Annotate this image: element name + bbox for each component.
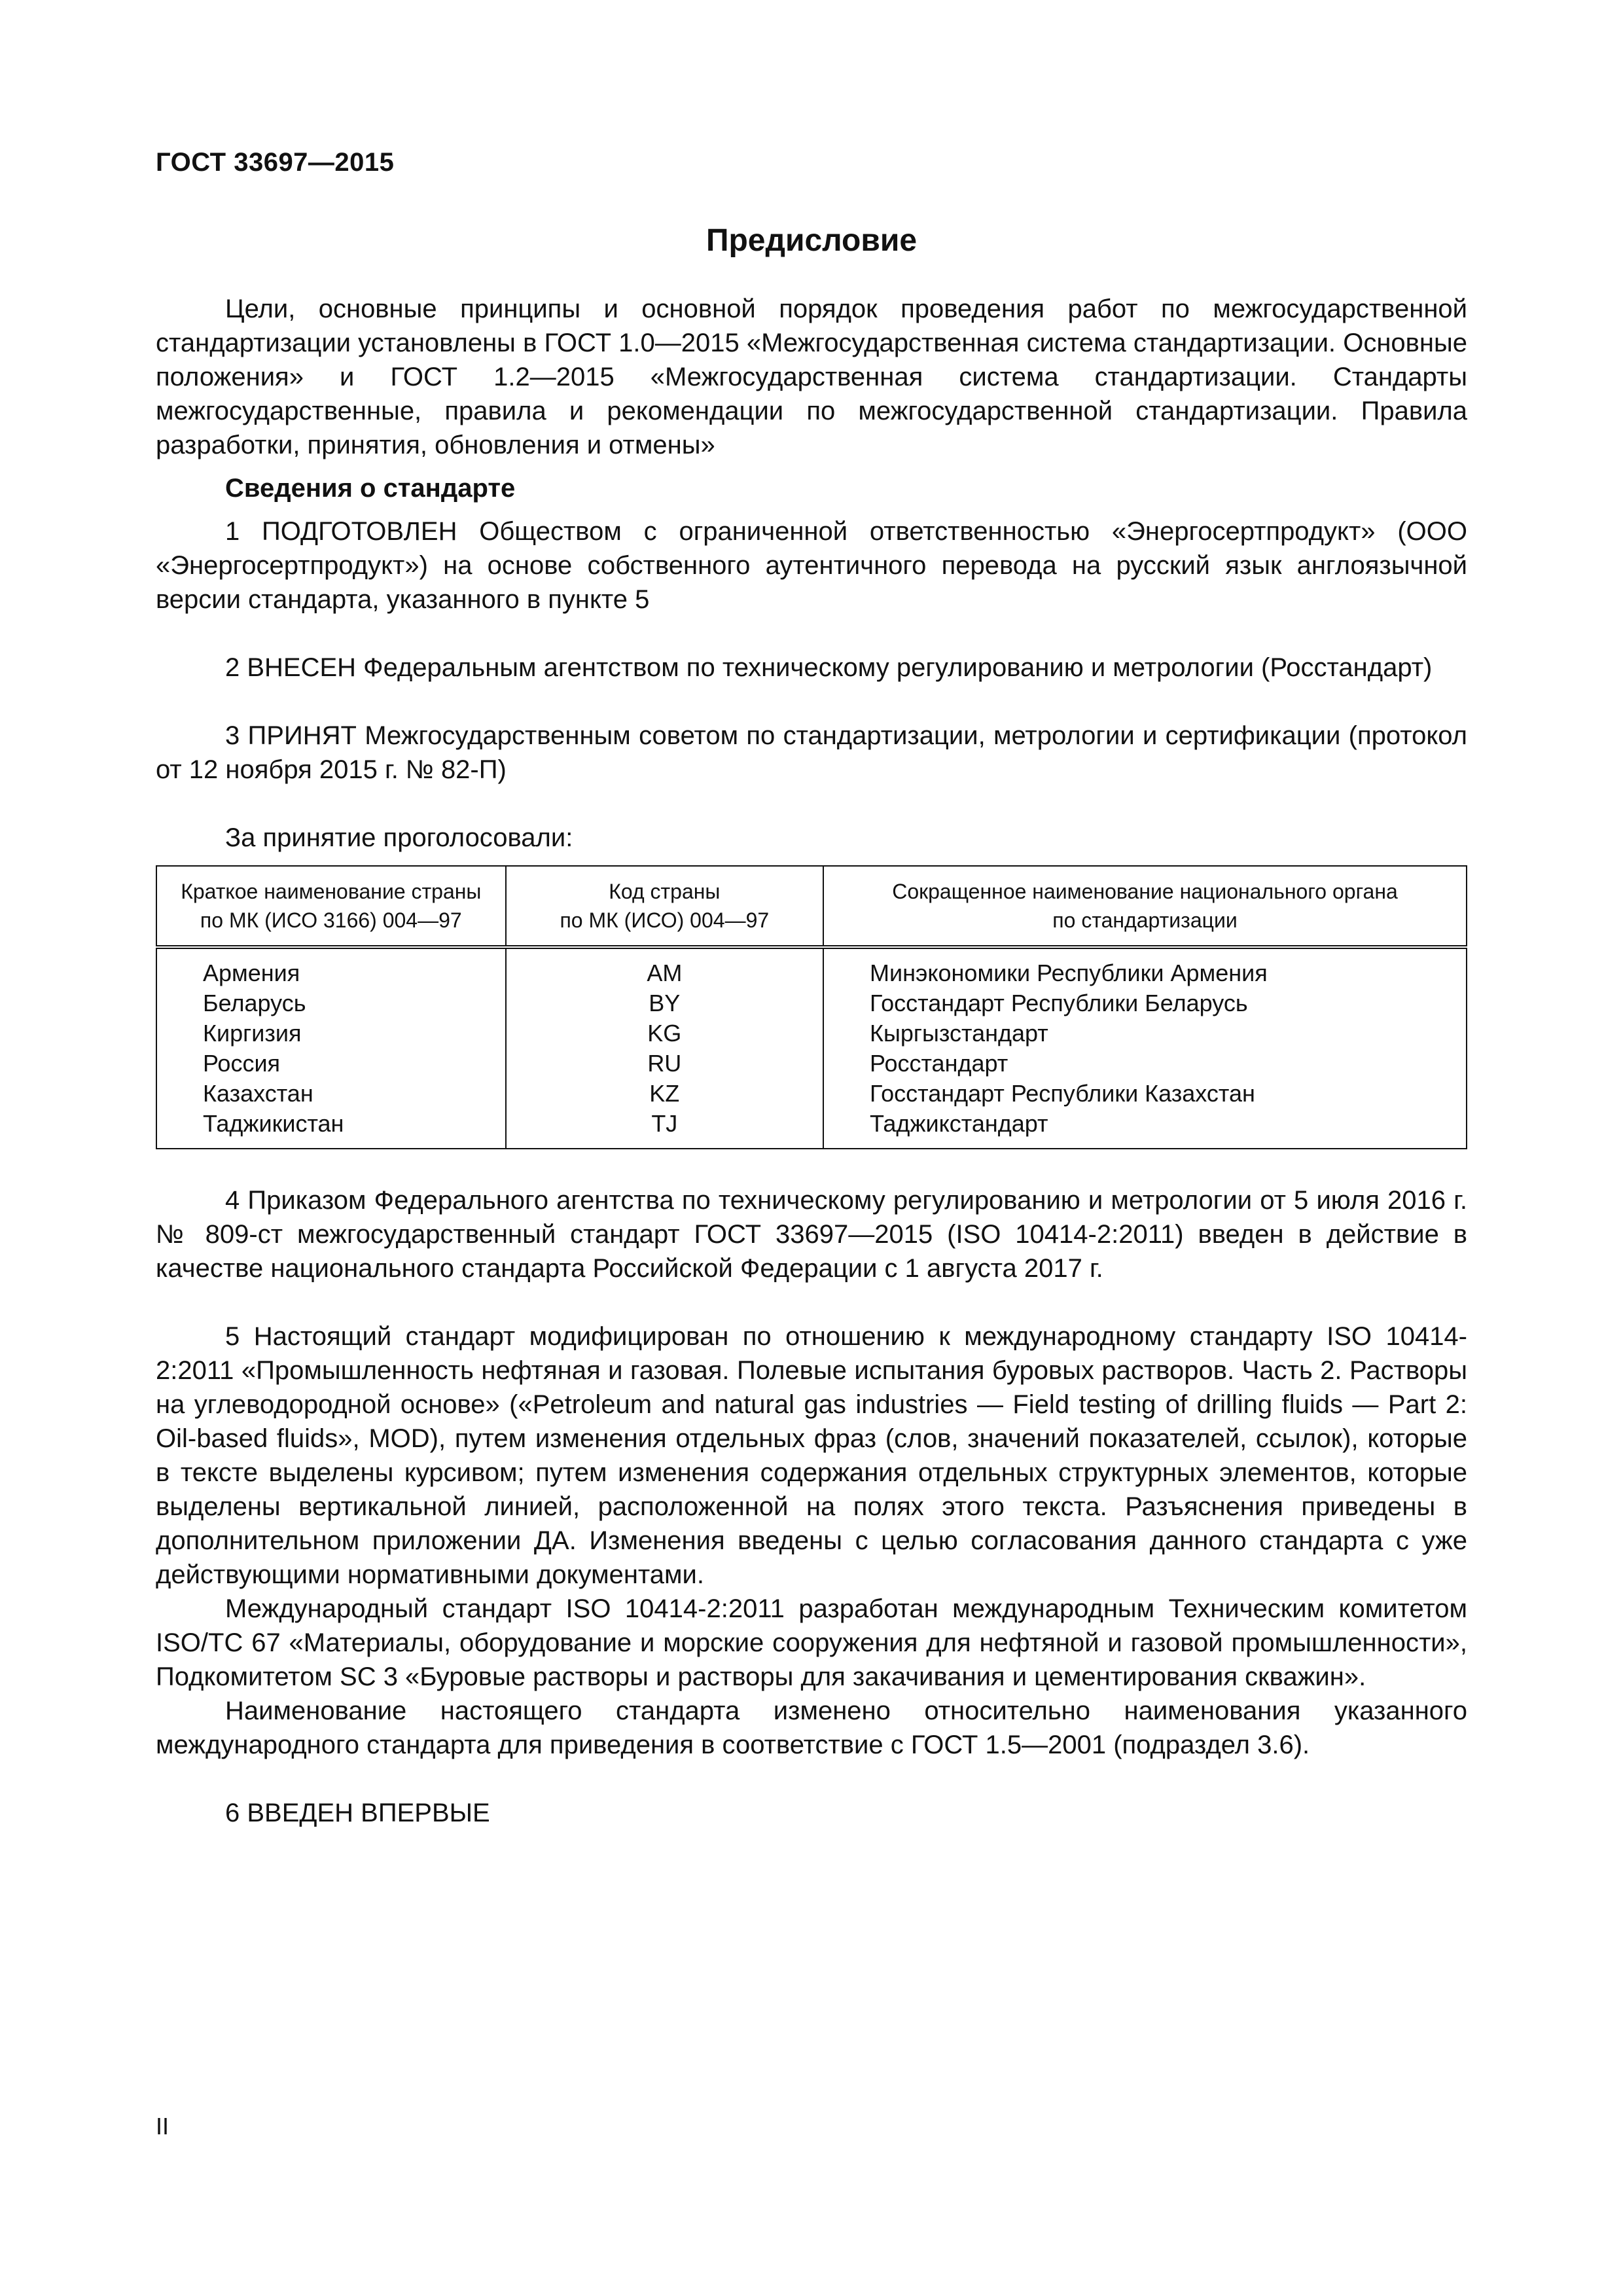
column-header-country-line2: по МК (ИСО 3166) 004—97 <box>200 908 462 932</box>
item-4-enacted: 4 Приказом Федерального агентства по техническому регулированию и метрологии от 5 июля 2016 г. № 809-ст межгосударственный стандарт ГОСТ 33697—2015 (ISO 10414-2:2011) введен в действие в качестве национального стандарта Российской Федерации с 1 августа 2017 г. <box>156 1186 1467 1283</box>
column-header-code-line1: Код страны <box>609 880 721 903</box>
document-code-header: ГОСТ 33697—2015 <box>156 148 395 177</box>
body-cell: Кыргызстандарт <box>823 1018 1467 1049</box>
foreword-body <box>156 292 1467 1830</box>
country-cell: Армения <box>156 947 506 988</box>
item-6-first-introduced: 6 ВВЕДЕН ВПЕРВЫЕ <box>225 1799 490 1827</box>
country-cell: Киргизия <box>156 1018 506 1049</box>
country-cell: Беларусь <box>156 988 506 1018</box>
table-row <box>156 1109 1467 1149</box>
country-cell: Таджикистан <box>156 1109 506 1149</box>
table-row <box>156 1079 1467 1109</box>
column-header-code-line2: по МК (ИСО) 004—97 <box>560 908 770 932</box>
votes-table-header <box>156 866 1467 947</box>
item-5-iso-committee: Международный стандарт ISO 10414-2:2011 разработан международным Техническим комитетом ISO/TC 67 «Материалы, оборудование и морские сооружения для нефтяной и газовой промышленности», Подкомитетом SC 3 «Буровые растворы и растворы для закачивания и цементирования скважин». <box>156 1594 1467 1691</box>
page-title: Предисловие <box>705 223 918 258</box>
body-cell: Росстандарт <box>823 1049 1467 1079</box>
code-cell: RU <box>506 1049 823 1079</box>
column-header-country-line1: Краткое наименование страны <box>181 880 482 903</box>
column-header-body-line2: по стандартизации <box>1052 908 1238 932</box>
body-cell: Минэкономики Республики Армения <box>823 947 1467 988</box>
column-header-code <box>506 866 823 947</box>
table-row <box>156 1049 1467 1079</box>
code-cell: KG <box>506 1018 823 1049</box>
country-cell: Россия <box>156 1049 506 1079</box>
item-2-introduced: 2 ВНЕСЕН Федеральным агентством по техническому регулированию и метрологии (Росстандарт) <box>225 653 1433 682</box>
body-cell: Таджикстандарт <box>823 1109 1467 1149</box>
column-header-body-line1: Сокращенное наименование национального органа <box>892 880 1398 903</box>
item-5-modified: 5 Настоящий стандарт модифицирован по отношению к международному стандарту ISO 10414-2:2011 «Промышленность нефтяная и газовая. Полевые испытания буровых растворов. Часть 2. Растворы на углеводородной основе» («Petroleum and natural gas industries — Field testing of drilling fluids — Part 2: Oil-based fluids», MOD), путем изменения отдельных фраз (слов, значений показателей, ссылок), которые в тексте выделены курсивом; путем изменения содержания отдельных структурных элементов, которые выделены вертикальной линией, расположенной на полях этого текста. Разъяснения приведены в дополнительном приложении ДА. Изменения введены с целью согласования данного стандарта с уже действующими нормативными документами. <box>156 1322 1467 1589</box>
code-cell: AM <box>506 947 823 988</box>
intro-paragraph: Цели, основные принципы и основной порядок проведения работ по межгосударственной стандартизации установлены в ГОСТ 1.0—2015 «Межгосударственная система стандартизации. Основные положения» и ГОСТ 1.2—2015 «Межгосударственная система стандартизации. Стандарты межгосударственные, правила и рекомендации по межгосударственной стандартизации. Правила разработки, принятия, обновления и отмены» <box>156 295 1467 459</box>
table-row <box>156 988 1467 1018</box>
page-number: II <box>156 2113 169 2140</box>
vote-label: За принятие проголосовали: <box>225 823 573 852</box>
country-cell: Казахстан <box>156 1079 506 1109</box>
table-row <box>156 1018 1467 1049</box>
column-header-country <box>156 866 506 947</box>
column-header-body <box>823 866 1467 947</box>
code-cell: TJ <box>506 1109 823 1149</box>
item-1-prepared: 1 ПОДГОТОВЛЕН Обществом с ограниченной ответственностью «Энергосертпродукт» (ООО «Энергосертпродукт») на основе собственного аутентичного перевода на русский язык англоязычной версии стандарта, указанного в пункте 5 <box>156 517 1467 614</box>
votes-table <box>156 865 1467 1149</box>
item-5-name-change: Наименование настоящего стандарта изменено относительно наименования указанного международного стандарта для приведения в соответствие с ГОСТ 1.5—2001 (подраздел 3.6). <box>156 1696 1467 1759</box>
item-3-adopted: 3 ПРИНЯТ Межгосударственным советом по стандартизации, метрологии и сертификации (протокол от 12 ноября 2015 г. № 82-П) <box>156 721 1467 784</box>
code-cell: BY <box>506 988 823 1018</box>
code-cell: KZ <box>506 1079 823 1109</box>
body-cell: Госстандарт Республики Казахстан <box>823 1079 1467 1109</box>
section-subtitle: Сведения о стандарте <box>225 474 516 503</box>
table-row <box>156 947 1467 988</box>
body-cell: Госстандарт Республики Беларусь <box>823 988 1467 1018</box>
